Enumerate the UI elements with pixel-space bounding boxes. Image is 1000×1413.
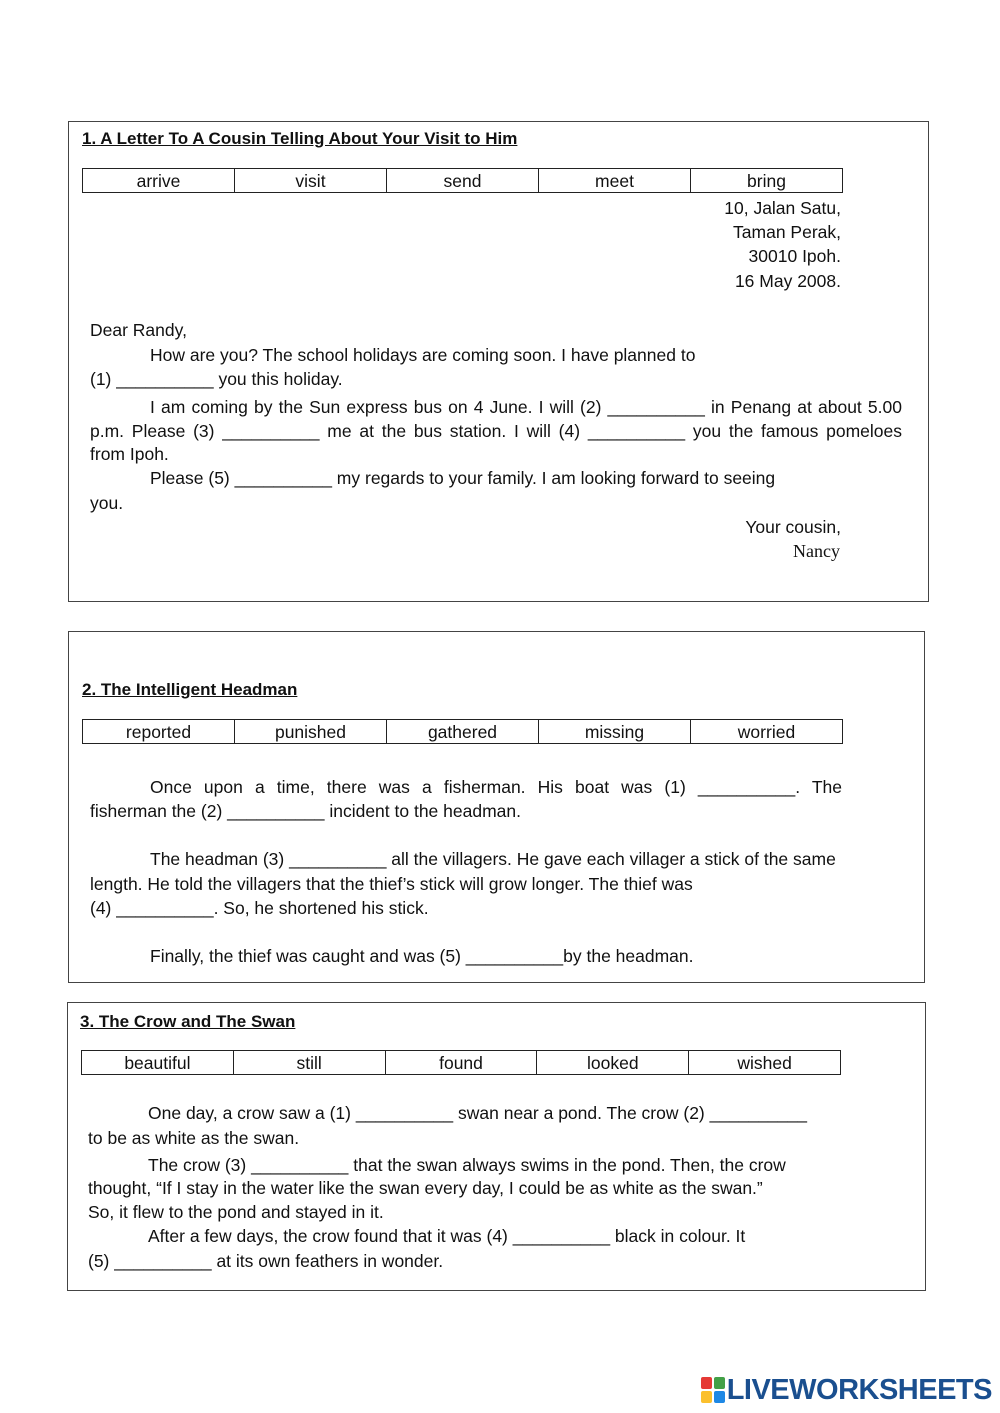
story-paragraph-line: fisherman the (2) __________ incident to the headman. <box>90 801 521 821</box>
story-paragraph-line: (5) __________ at its own feathers in wonder. <box>88 1251 444 1271</box>
liveworksheets-logo[interactable] <box>701 1375 992 1405</box>
word-bank-item: punished <box>235 720 387 744</box>
story-paragraph-line: After a few days, the crow found that it was (4) __________ black in colour. It <box>148 1226 746 1246</box>
letter-signature: Nancy <box>793 541 840 561</box>
section3-title: 3. The Crow and The Swan <box>80 1012 296 1031</box>
story-paragraph-line: The headman (3) __________ all the villagers. He gave each villager a stick of the same <box>150 849 836 869</box>
word-bank-item: beautiful <box>82 1051 234 1075</box>
story-paragraph-line: thought, “If I stay in the water like the swan every day, I could be as white as the swan.” <box>88 1178 763 1198</box>
story-paragraph-line: length. He told the villagers that the thief’s stick will grow longer. The thief was <box>90 874 693 894</box>
word-bank-item: missing <box>539 720 691 744</box>
story-paragraph-line: Once upon a time, there was a fisherman. His boat was (1) __________. The <box>150 777 842 797</box>
story-paragraph-line: to be as white as the swan. <box>88 1128 300 1148</box>
word-bank-item: meet <box>539 169 691 193</box>
word-bank-item: looked <box>537 1051 689 1075</box>
letter-paragraph-line: from Ipoh. <box>90 444 169 464</box>
word-bank-item: worried <box>691 720 843 744</box>
address-line: 10, Jalan Satu, <box>724 198 841 218</box>
word-bank-item: visit <box>235 169 387 193</box>
word-bank-item: arrive <box>83 169 235 193</box>
word-bank-item: found <box>385 1051 537 1075</box>
section2-word-bank <box>82 719 843 744</box>
address-line: 30010 Ipoh. <box>748 246 841 266</box>
story-paragraph-line: Finally, the thief was caught and was (5) __________by the headman. <box>150 946 694 966</box>
letter-paragraph-line: p.m. Please (3) __________ me at the bus station. I will (4) __________ you the famous pomeloes <box>90 421 902 441</box>
letter-paragraph-line: you. <box>90 493 124 513</box>
word-bank-item: bring <box>691 169 843 193</box>
logo-text: LIVEWORKSHEETS <box>726 1374 992 1406</box>
word-bank-item: reported <box>83 720 235 744</box>
letter-greeting: Dear Randy, <box>90 320 187 340</box>
story-paragraph-line: The crow (3) __________ that the swan always swims in the pond. Then, the crow <box>148 1155 786 1175</box>
letter-paragraph-line: I am coming by the Sun express bus on 4 June. I will (2) __________ in Penang at about 5.00 <box>150 397 902 417</box>
word-bank-item: gathered <box>387 720 539 744</box>
story-paragraph-line: So, it flew to the pond and stayed in it. <box>88 1202 384 1222</box>
address-line: Taman Perak, <box>733 222 841 242</box>
section3-word-bank <box>81 1050 841 1075</box>
section1-title: 1. A Letter To A Cousin Telling About Your Visit to Him <box>82 129 518 148</box>
letter-paragraph-line: How are you? The school holidays are coming soon. I have planned to <box>150 345 696 365</box>
section2-title: 2. The Intelligent Headman <box>82 680 298 699</box>
letter-paragraph-line: (1) __________ you this holiday. <box>90 369 343 389</box>
section1-word-bank <box>82 168 843 193</box>
letter-date: 16 May 2008. <box>734 271 841 291</box>
story-paragraph-line: One day, a crow saw a (1) __________ swan near a pond. The crow (2) __________ <box>148 1103 807 1123</box>
word-bank-item: still <box>233 1051 385 1075</box>
word-bank-item: wished <box>689 1051 841 1075</box>
letter-closing: Your cousin, <box>745 517 841 537</box>
letter-paragraph-line: Please (5) __________ my regards to your family. I am looking forward to seeing <box>150 468 776 488</box>
liveworksheets-mark-icon <box>701 1377 725 1403</box>
story-paragraph-line: (4) __________. So, he shortened his stick. <box>90 898 429 918</box>
word-bank-item: send <box>387 169 539 193</box>
